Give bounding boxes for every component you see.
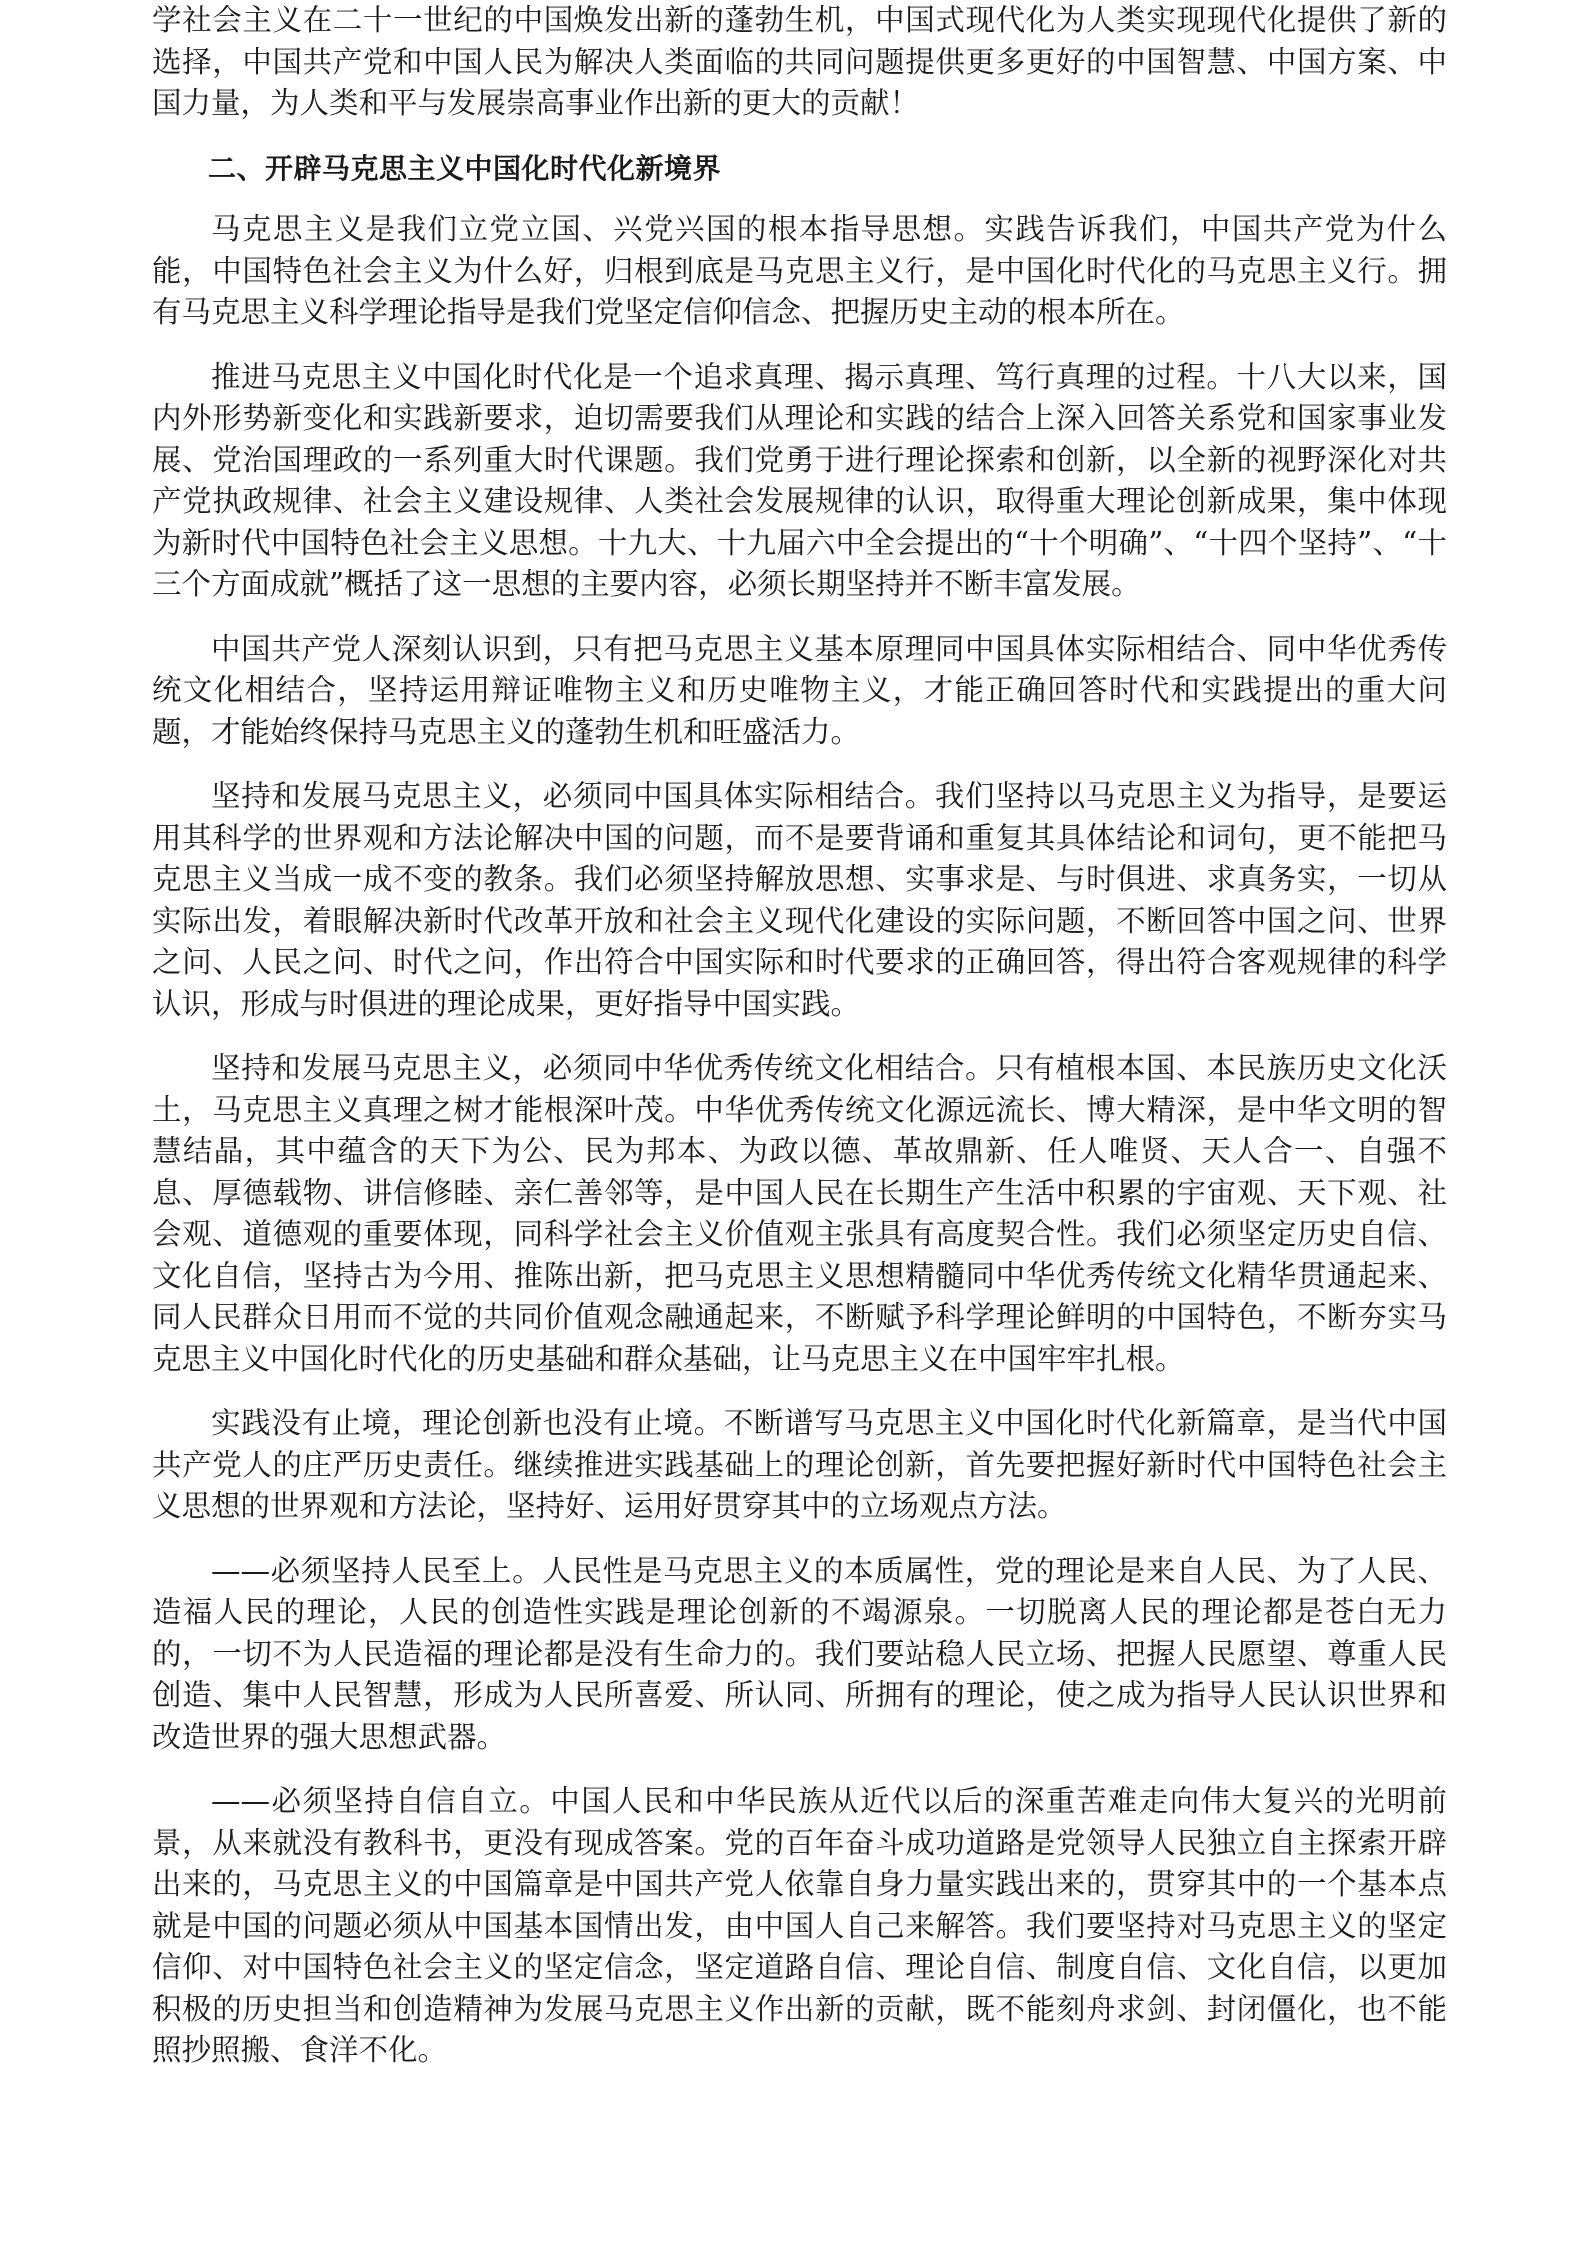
paragraph-2: 推进马克思主义中国化时代化是一个追求真理、揭示真理、笃行真理的过程。十八大以来，国内外形势新变化和实践新要求，迫切需要我们从理论和实践的结合上深入回答关系党和国家事业发展、党治国理政的一系列重大时代课题。我们党勇于进行理论探索和创新，以全新的视野深化对共产党执政规律、社会主义建设规律、人类社会发展规律的认识，取得重大理论创新成果，集中体现为新时代中国特色社会主义思想。十九大、十九届六中全会提出的“十个明确”、“十四个坚持”、“十三个方面成就”概括了这一思想的主要内容，必须长期坚持并不断丰富发展。	[152, 359, 1447, 601]
paragraph-3: 中国共产党人深刻认识到，只有把马克思主义基本原理同中国具体实际相结合、同中华优秀传统文化相结合，坚持运用辩证唯物主义和历史唯物主义，才能正确回答时代和实践提出的重大问题，才能始终保持马克思主义的蓬勃生机和旺盛活力。	[152, 631, 1447, 749]
paragraph-8: ——必须坚持自信自立。中国人民和中华民族从近代以后的深重苦难走向伟大复兴的光明前景，从来就没有教科书，更没有现成答案。党的百年奋斗成功道路是党领导人民独立自主探索开辟出来的，马克思主义的中国篇章是中国共产党人依靠自身力量实践出来的，贯穿其中的一个基本点就是中国的问题必须从中国基本国情出发，由中国人自己来解答。我们要坚持对马克思主义的坚定信仰、对中国特色社会主义的坚定信念，坚定道路自信、理论自信、制度自信、文化自信，以更加积极的历史担当和创造精神为发展马克思主义作出新的贡献，既不能刻舟求剑、封闭僵化，也不能照抄照搬、食洋不化。	[152, 1784, 1447, 2067]
opening-paragraph: 学社会主义在二十一世纪的中国焕发出新的蓬勃生机，中国式现代化为人类实现现代化提供了新的选择，中国共产党和中国人民为解决人类面临的共同问题提供更多更好的中国智慧、中国方案、中国力量，为人类和平与发展崇高事业作出新的更大的贡献！	[152, 3, 1447, 120]
paragraph-6: 实践没有止境，理论创新也没有止境。不断谱写马克思主义中国化时代化新篇章，是当代中国共产党人的庄严历史责任。继续推进实践基础上的理论创新，首先要把握好新时代中国特色社会主义思想的世界观和方法论，坚持好、运用好贯穿其中的立场观点方法。	[152, 1406, 1447, 1523]
paragraph-7: ——必须坚持人民至上。人民性是马克思主义的本质属性，党的理论是来自人民、为了人民、造福人民的理论，人民的创造性实践是理论创新的不竭源泉。一切脱离人民的理论都是苍白无力的，一切不为人民造福的理论都是没有生命力的。我们要站稳人民立场、把握人民愿望、尊重人民创造、集中人民智慧，形成为人民所喜爱、所认同、所拥有的理论，使之成为指导人民认识世界和改造世界的强大思想武器。	[152, 1553, 1447, 1754]
section-heading: 二、开辟马克思主义中国化时代化新境界	[208, 151, 722, 185]
paragraph-4: 坚持和发展马克思主义，必须同中国具体实际相结合。我们坚持以马克思主义为指导，是要运用其科学的世界观和方法论解决中国的问题，而不是要背诵和重复其具体结论和词句，更不能把马克思主义当成一成不变的教条。我们必须坚持解放思想、实事求是、与时俱进、求真务实，一切从实际出发，着眼解决新时代改革开放和社会主义现代化建设的实际问题，不断回答中国之问、世界之问、人民之问、时代之问，作出符合中国实际和时代要求的正确回答，得出符合客观规律的科学认识，形成与时俱进的理论成果，更好指导中国实践。	[152, 779, 1447, 1021]
paragraph-1: 马克思主义是我们立党立国、兴党兴国的根本指导思想。实践告诉我们，中国共产党为什么能，中国特色社会主义为什么好，归根到底是马克思主义行，是中国化时代化的马克思主义行。拥有马克思主义科学理论指导是我们党坚定信仰信念、把握历史主动的根本所在。	[152, 212, 1447, 329]
paragraph-5: 坚持和发展马克思主义，必须同中华优秀传统文化相结合。只有植根本国、本民族历史文化沃土，马克思主义真理之树才能根深叶茂。中华优秀传统文化源远流长、博大精深，是中华文明的智慧结晶，其中蕴含的天下为公、民为邦本、为政以德、革故鼎新、任人唯贤、天人合一、自强不息、厚德载物、讲信修睦、亲仁善邻等，是中国人民在长期生产生活中积累的宇宙观、天下观、社会观、道德观的重要体现，同科学社会主义价值观主张具有高度契合性。我们必须坚定历史自信、文化自信，坚持古为今用、推陈出新，把马克思主义思想精髓同中华优秀传统文化精华贯通起来、同人民群众日用而不觉的共同价值观念融通起来，不断赋予科学理论鲜明的中国特色，不断夯实马克思主义中国化时代化的历史基础和群众基础，让马克思主义在中国牢牢扎根。	[152, 1051, 1447, 1376]
document-page	[152, 0, 1447, 2095]
